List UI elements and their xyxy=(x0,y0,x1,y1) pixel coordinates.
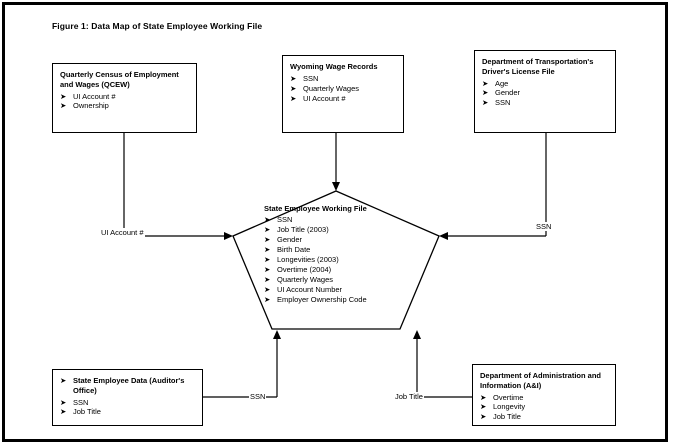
node-ai-title: Department of Administration and Information (A&I) xyxy=(480,371,601,390)
bullet-arrow-icon: ➤ xyxy=(290,73,297,83)
node-qcew-title: Quarterly Census of Employment and Wages (QCEW) xyxy=(60,70,179,89)
list-item: ➤ SSN xyxy=(290,73,319,83)
list-item: ➤ SSN xyxy=(482,98,511,108)
node-dot-items xyxy=(482,79,608,109)
list-item: ➤ Longevity xyxy=(480,402,526,412)
node-auditor-title: State Employee Data (Auditor's Office) xyxy=(73,376,185,395)
list-item: ➤ UI Account # xyxy=(290,93,346,103)
edge-label-left: UI Account # xyxy=(101,228,144,237)
bullet-arrow-icon: ➤ xyxy=(264,234,271,244)
bullet-arrow-icon: ➤ xyxy=(480,392,487,402)
node-dot-title: Department of Transportation's Driver's License File xyxy=(482,57,594,76)
bullet-arrow-icon: ➤ xyxy=(60,397,67,407)
list-item: ➤ Gender xyxy=(482,88,521,98)
node-dot-drivers-license xyxy=(474,50,616,133)
edge-label-bottom-left: SSN xyxy=(250,392,266,401)
list-item: ➤ Ownership xyxy=(60,101,109,111)
list-item: ➤ Age xyxy=(482,78,509,88)
node-auditor-items xyxy=(60,376,195,417)
bullet-arrow-icon: ➤ xyxy=(264,264,271,274)
edge-label-right: SSN xyxy=(536,222,552,231)
list-item: ➤ SSN xyxy=(60,397,89,407)
list-item: ➤ Job Title xyxy=(480,412,521,422)
list-item: ➤ Overtime (2004) xyxy=(264,264,332,274)
center-node-title: State Employee Working File xyxy=(264,204,367,213)
list-item xyxy=(60,376,195,398)
bullet-arrow-icon: ➤ xyxy=(60,407,67,417)
list-item: ➤ UI Account # xyxy=(60,91,116,101)
bullet-arrow-icon: ➤ xyxy=(60,91,67,101)
bullet-arrow-icon: ➤ xyxy=(264,254,271,264)
list-item: ➤ UI Account Number xyxy=(264,284,343,294)
bullet-arrow-icon: ➤ xyxy=(264,294,271,304)
bullet-arrow-icon: ➤ xyxy=(290,93,297,103)
bullet-arrow-icon: ➤ xyxy=(264,284,271,294)
page-title: Figure 1: Data Map of State Employee Working File xyxy=(52,21,263,31)
bullet-arrow-icon: ➤ xyxy=(480,412,487,422)
node-qcew-items xyxy=(60,92,189,112)
bullet-arrow-icon: ➤ xyxy=(60,376,67,385)
bullet-arrow-icon: ➤ xyxy=(290,83,297,93)
list-item: ➤ Gender xyxy=(264,234,303,244)
list-item: ➤ Quarterly Wages xyxy=(264,274,333,284)
center-node-content xyxy=(264,204,424,305)
bullet-arrow-icon: ➤ xyxy=(480,402,487,412)
list-item: ➤ Overtime xyxy=(480,392,524,402)
node-state-employee-data-auditor xyxy=(52,369,203,426)
node-qcew xyxy=(52,63,197,133)
center-node-items xyxy=(264,215,424,305)
bullet-arrow-icon: ➤ xyxy=(264,224,271,234)
list-item: ➤ Longevities (2003) xyxy=(264,254,339,264)
bullet-arrow-icon: ➤ xyxy=(60,101,67,111)
edge-label-bottom-right: Job Title xyxy=(395,392,423,401)
list-item: ➤ SSN xyxy=(264,215,293,224)
list-item: ➤ Birth Date xyxy=(264,244,311,254)
bullet-arrow-icon: ➤ xyxy=(482,78,489,88)
bullet-arrow-icon: ➤ xyxy=(264,274,271,284)
bullet-arrow-icon: ➤ xyxy=(264,215,271,224)
bullet-arrow-icon: ➤ xyxy=(264,244,271,254)
list-item: ➤ Job Title (2003) xyxy=(264,224,329,234)
node-ai-items xyxy=(480,393,608,423)
list-item: ➤ Quarterly Wages xyxy=(290,83,359,93)
list-item: ➤ Employer Ownership Code xyxy=(264,294,367,304)
node-wyoming-items xyxy=(290,74,396,104)
list-item: ➤ Job Title xyxy=(60,407,101,417)
node-state-employee-working-file xyxy=(231,190,441,330)
bullet-arrow-icon: ➤ xyxy=(482,88,489,98)
bullet-arrow-icon: ➤ xyxy=(482,98,489,108)
node-admin-information xyxy=(472,364,616,426)
node-wyoming-wage-records xyxy=(282,55,404,133)
node-wyoming-title: Wyoming Wage Records xyxy=(290,62,378,71)
